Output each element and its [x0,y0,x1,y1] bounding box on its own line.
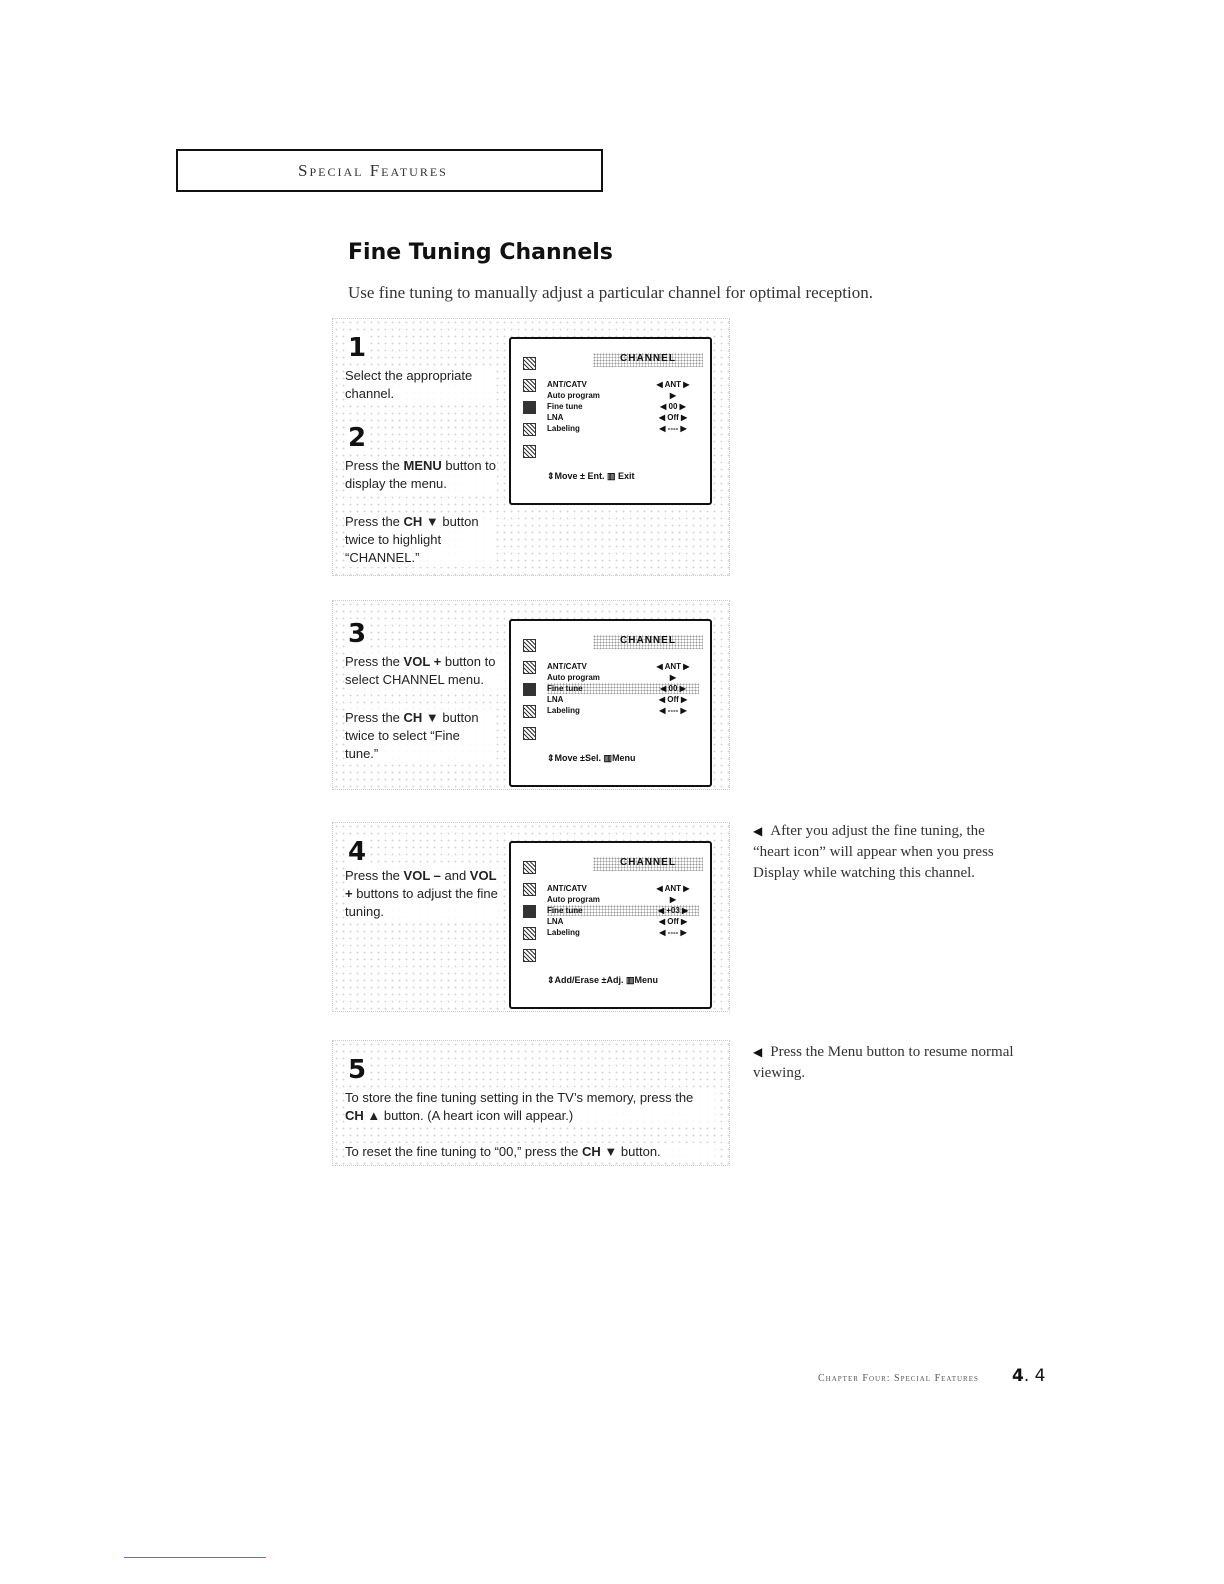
vol-plus-key-label: VOL + [345,868,497,901]
sound-menu-icon [523,883,536,896]
sound-menu-icon [523,379,536,392]
osd-row-fine-tune-highlighted: Fine tune ◀ 00 ▶ [547,683,699,694]
step-panel-3 [332,600,730,790]
osd-row-ant-catv: ANT/CATV ◀ ANT ▶ [547,662,690,671]
step-number-1: 1 [345,333,369,363]
page-title: Fine Tuning Channels [348,240,613,265]
ch-down-key-label: CH ▼ [582,1144,618,1159]
step-number-5: 5 [345,1055,369,1085]
step-number-3: 3 [345,619,369,649]
ch-up-key-label: CH ▲ [345,1108,381,1123]
step-2-text-b: Press the CH ▼ button twice to highlight “CHANNEL.” [345,513,495,567]
picture-menu-icon [523,861,536,874]
osd-row-fine-tune: Fine tune ◀ 00 ▶ [547,402,686,411]
osd-screen-1 [509,337,712,505]
osd-row-labeling: Labeling ◀ ---- ▶ [547,706,687,715]
osd-row-lna: LNA ◀ Off ▶ [547,917,688,926]
setup-menu-icon [523,727,536,740]
setup-menu-icon [523,949,536,962]
page-subtitle: Use fine tuning to manually adjust a particular channel for optimal reception. [348,283,873,302]
step-4-text: Press the VOL – and VOL + buttons to adjust the fine tuning. [345,867,500,921]
step-1-text: Select the appropriate channel. [345,367,495,403]
step-number-4: 4 [345,837,369,867]
osd-icon-column [523,861,539,971]
function-menu-icon [523,927,536,940]
ch-down-key-label: CH ▼ [403,710,439,725]
picture-menu-icon [523,639,536,652]
step-number-2: 2 [345,423,369,453]
step-5-text-b: To reset the fine tuning to “00,” press the CH ▼ button. [345,1143,715,1161]
osd-row-auto-program: Auto program ▶ [547,895,677,904]
step-5-text-a: To store the fine tuning setting in the TV’s memory, press the CH ▲ button. (A heart icon will appear.) [345,1089,715,1125]
osd-row-labeling: Labeling ◀ ---- ▶ [547,928,687,937]
osd-icon-column [523,639,539,749]
channel-menu-icon [523,905,536,918]
step-panel-4 [332,822,730,1012]
section-title: Special Features [298,161,448,180]
function-menu-icon [523,705,536,718]
step-panel-1-2 [332,318,730,576]
tip-menu-resume: ◀ Press the Menu button to resume normal viewing. [753,1044,1014,1081]
osd-help-bar: ⇕Add/Erase ±Adj. ▥Menu [547,975,658,985]
vol-minus-key-label: VOL – [403,868,441,883]
step-2-text-a: Press the MENU button to display the menu. [345,458,497,491]
sound-menu-icon [523,661,536,674]
page-number: 4. 4 [1012,1366,1046,1386]
footer-chapter: Chapter Four: Special Features [818,1373,979,1384]
osd-screen-2 [509,619,712,787]
osd-help-bar: ⇕Move ±Sel. ▥Menu [547,753,636,763]
osd-row-lna: LNA ◀ Off ▶ [547,413,688,422]
osd-row-auto-program: Auto program ▶ [547,391,677,400]
osd-row-labeling: Labeling ◀ ---- ▶ [547,424,687,433]
osd-row-ant-catv: ANT/CATV ◀ ANT ▶ [547,884,690,893]
channel-menu-icon [523,401,536,414]
left-arrow-icon: ◀ [753,824,763,838]
picture-menu-icon [523,357,536,370]
step-panel-5 [332,1040,730,1166]
osd-row-fine-tune-highlighted: Fine tune ◀ +03 ▶ [547,905,699,916]
bottom-divider [124,1557,266,1558]
osd-menu-title: CHANNEL [593,635,703,649]
menu-key-label: MENU [403,458,442,473]
setup-menu-icon [523,445,536,458]
function-menu-icon [523,423,536,436]
left-arrow-icon: ◀ [753,1045,763,1059]
osd-help-bar: ⇕Move ± Ent. ▥ Exit [547,471,635,481]
tip-heart-icon: ◀ After you adjust the fine tuning, the “heart icon” will appear when you press Display while watching this channel. [753,823,994,881]
ch-down-key-label: CH ▼ [403,514,439,529]
osd-row-lna: LNA ◀ Off ▶ [547,695,688,704]
section-header [176,149,603,192]
osd-row-auto-program: Auto program ▶ [547,673,677,682]
channel-menu-icon [523,683,536,696]
step-3-text-b: Press the CH ▼ button twice to select “Fine tune.” [345,709,495,763]
osd-menu-title: CHANNEL [593,857,703,871]
osd-row-ant-catv: ANT/CATV ◀ ANT ▶ [547,380,690,389]
osd-screen-3 [509,841,712,1009]
osd-menu-title: CHANNEL [593,353,703,367]
vol-plus-key-label: VOL + [403,654,442,669]
osd-icon-column [523,357,539,467]
step-3-text-a: Press the VOL + button to select CHANNEL menu. [345,653,505,689]
